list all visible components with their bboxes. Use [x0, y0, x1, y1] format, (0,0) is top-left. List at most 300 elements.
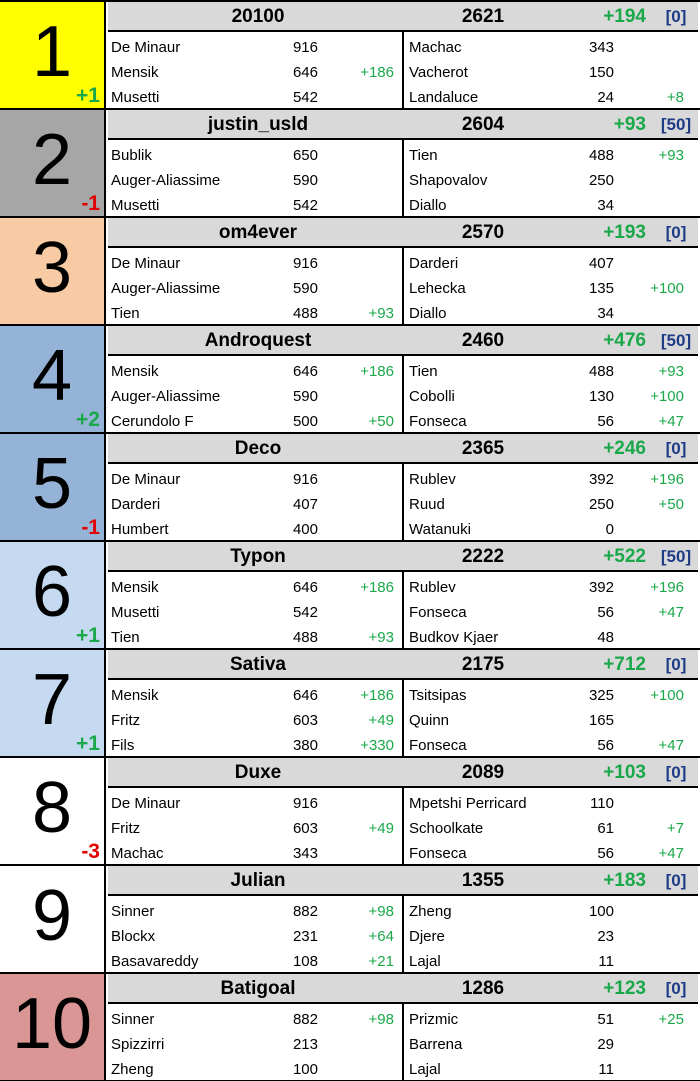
entry-header	[108, 650, 698, 680]
player-gain: +196	[650, 471, 684, 488]
player-points: 392	[588, 471, 614, 488]
player-points: 110	[590, 795, 614, 812]
player-name: Tsitsipas	[409, 687, 467, 704]
player-name: Musetti	[111, 197, 160, 214]
player-name: Diallo	[409, 305, 447, 322]
player-column-left	[108, 680, 404, 756]
player-points: 100	[588, 903, 614, 920]
rank-cell	[0, 650, 106, 756]
team-gain: +522	[603, 546, 646, 567]
player-points: 48	[597, 629, 614, 646]
player-gain: +49	[368, 712, 394, 729]
player-row	[108, 625, 402, 650]
rank-change: +2	[76, 408, 100, 431]
player-points: 488	[292, 305, 318, 322]
player-column-left	[108, 140, 404, 216]
player-points: 500	[292, 413, 318, 430]
player-points: 343	[588, 39, 614, 56]
player-name: Spizzirri	[111, 1036, 165, 1053]
player-row	[108, 276, 402, 301]
player-name: Musetti	[111, 604, 160, 621]
player-gain: +64	[368, 928, 394, 945]
player-points: 11	[598, 1061, 614, 1078]
player-row	[108, 85, 402, 110]
player-column-left	[108, 788, 404, 864]
player-gain: +47	[658, 845, 684, 862]
player-row	[406, 492, 698, 517]
player-points: 488	[588, 363, 614, 380]
rank-change: -1	[81, 192, 100, 215]
player-points: 916	[292, 255, 318, 272]
player-name: Mensik	[111, 64, 159, 81]
leaderboard-entry	[0, 650, 700, 758]
rank-number: 7	[31, 660, 73, 740]
rank-cell	[0, 866, 106, 972]
team-name: Typon	[230, 546, 286, 567]
player-gain: +93	[368, 305, 394, 322]
player-row	[406, 575, 698, 600]
player-name: Sinner	[111, 1011, 155, 1028]
player-row	[108, 708, 402, 733]
player-gain: +100	[650, 388, 684, 405]
player-points: 916	[292, 39, 318, 56]
player-points: 100	[292, 1061, 318, 1078]
player-points: 488	[292, 629, 318, 646]
player-row	[406, 683, 698, 708]
player-gain: +100	[650, 280, 684, 297]
team-name: om4ever	[218, 222, 298, 243]
rank-cell	[0, 110, 106, 216]
player-points: 34	[597, 197, 614, 214]
player-name: Fritz	[111, 712, 141, 729]
leaderboard-entry	[0, 542, 700, 650]
team-name: 20100	[231, 6, 285, 27]
player-column-left	[108, 464, 404, 540]
player-column-left	[108, 248, 404, 324]
player-gain: +47	[658, 604, 684, 621]
team-gain: +712	[603, 654, 646, 675]
team-name: Duxe	[234, 762, 282, 783]
team-total: 2570	[461, 222, 505, 243]
player-name: Darderi	[409, 255, 459, 272]
player-row	[108, 384, 402, 409]
player-name: Diallo	[409, 197, 447, 214]
entry-header	[108, 974, 698, 1004]
player-column-right	[406, 1004, 698, 1080]
player-column-left	[108, 896, 404, 972]
team-gain: +193	[603, 222, 646, 243]
player-gain: +50	[368, 413, 394, 430]
player-gain: +8	[666, 89, 684, 106]
player-gain: +100	[650, 687, 684, 704]
player-name: Machac	[111, 845, 164, 862]
player-points: 916	[292, 795, 318, 812]
player-row	[406, 301, 698, 326]
player-name: Mensik	[111, 687, 159, 704]
player-name: Mensik	[111, 363, 159, 380]
team-gain: +246	[603, 438, 646, 459]
entry-header	[108, 218, 698, 248]
player-row	[108, 733, 402, 758]
entry-header	[108, 434, 698, 464]
player-column-left	[108, 1004, 404, 1080]
player-points: 56	[597, 413, 614, 430]
player-name: Cerundolo F	[111, 413, 194, 430]
player-points: 130	[588, 388, 614, 405]
entry-header	[108, 866, 698, 896]
player-row	[108, 1032, 402, 1057]
team-bonus: [0]	[665, 763, 687, 782]
player-name: Zheng	[409, 903, 452, 920]
player-points: 407	[588, 255, 614, 272]
player-gain: +186	[360, 579, 394, 596]
player-column-right	[406, 788, 698, 864]
player-name: Cobolli	[409, 388, 455, 405]
team-total: 2089	[461, 762, 505, 783]
rank-number: 1	[31, 12, 73, 92]
player-row	[108, 168, 402, 193]
rank-number: 5	[31, 444, 73, 524]
player-points: 542	[292, 604, 318, 621]
rank-change: -3	[81, 840, 100, 863]
player-name: De Minaur	[111, 795, 181, 812]
player-name: Tien	[111, 629, 140, 646]
team-bonus: [0]	[665, 655, 687, 674]
player-name: Musetti	[111, 89, 160, 106]
player-row	[108, 600, 402, 625]
player-points: 603	[292, 712, 318, 729]
team-bonus: [0]	[665, 439, 687, 458]
player-row	[108, 492, 402, 517]
leaderboard-entry	[0, 434, 700, 542]
player-row	[406, 600, 698, 625]
rank-number: 6	[31, 552, 73, 632]
player-points: 56	[597, 604, 614, 621]
player-row	[108, 575, 402, 600]
player-name: Sinner	[111, 903, 155, 920]
player-column-right	[406, 248, 698, 324]
rank-change: +1	[76, 84, 100, 107]
player-points: 56	[597, 845, 614, 862]
team-total: 2175	[461, 654, 505, 675]
team-bonus: [50]	[660, 331, 692, 350]
player-column-right	[406, 464, 698, 540]
player-points: 325	[588, 687, 614, 704]
player-column-right	[406, 140, 698, 216]
team-total: 2604	[461, 114, 505, 135]
player-name: Rublev	[409, 471, 456, 488]
player-column-right	[406, 356, 698, 432]
player-name: Humbert	[111, 521, 169, 538]
team-bonus: [50]	[660, 115, 692, 134]
player-row	[406, 168, 698, 193]
player-row	[406, 1057, 698, 1081]
player-column-right	[406, 896, 698, 972]
player-points: 231	[292, 928, 318, 945]
player-name: Shapovalov	[409, 172, 488, 189]
player-points: 590	[292, 280, 318, 297]
player-points: 590	[292, 388, 318, 405]
player-name: Lajal	[409, 953, 441, 970]
player-row	[406, 1032, 698, 1057]
rank-change: -1	[81, 516, 100, 539]
player-row	[406, 1007, 698, 1032]
leaderboard-entry	[0, 326, 700, 434]
player-gain: +25	[658, 1011, 684, 1028]
player-name: Quinn	[409, 712, 450, 729]
player-row	[108, 60, 402, 85]
player-points: 380	[292, 737, 318, 754]
player-gain: +7	[666, 820, 684, 837]
player-name: Fritz	[111, 820, 141, 837]
player-gain: +50	[658, 496, 684, 513]
player-row	[108, 841, 402, 866]
player-gain: +186	[360, 687, 394, 704]
player-points: 56	[597, 737, 614, 754]
player-gain: +98	[368, 903, 394, 920]
entry-header	[108, 326, 698, 356]
player-row	[406, 841, 698, 866]
player-column-right	[406, 32, 698, 108]
player-name: Auger-Aliassime	[111, 172, 221, 189]
player-gain: +196	[650, 579, 684, 596]
player-points: 488	[588, 147, 614, 164]
player-points: 646	[292, 363, 318, 380]
player-points: 542	[292, 89, 318, 106]
leaderboard-entry	[0, 974, 700, 1081]
player-row	[406, 625, 698, 650]
player-name: De Minaur	[111, 471, 181, 488]
player-points: 407	[292, 496, 318, 513]
player-row	[108, 816, 402, 841]
player-name: Mensik	[111, 579, 159, 596]
player-gain: +21	[368, 953, 394, 970]
player-gain: +93	[368, 629, 394, 646]
player-row	[406, 708, 698, 733]
team-bonus: [50]	[660, 547, 692, 566]
leaderboard-entry	[0, 110, 700, 218]
player-name: Tien	[111, 305, 140, 322]
team-total: 2460	[461, 330, 505, 351]
player-row	[406, 276, 698, 301]
team-total: 2365	[461, 438, 505, 459]
rank-change: +1	[76, 624, 100, 647]
entry-header	[108, 758, 698, 788]
player-points: 250	[588, 496, 614, 513]
team-bonus: [0]	[665, 979, 687, 998]
player-name: Watanuki	[409, 521, 471, 538]
player-name: Rublev	[409, 579, 456, 596]
rank-cell	[0, 542, 106, 648]
team-gain: +194	[603, 6, 646, 27]
player-name: Landaluce	[409, 89, 479, 106]
player-points: 646	[292, 64, 318, 81]
player-name: Djere	[409, 928, 445, 945]
team-total: 1286	[461, 978, 505, 999]
player-name: Blockx	[111, 928, 156, 945]
player-name: Tien	[409, 147, 438, 164]
player-points: 916	[292, 471, 318, 488]
leaderboard-entry	[0, 866, 700, 974]
player-points: 213	[292, 1036, 318, 1053]
player-points: 29	[597, 1036, 614, 1053]
player-points: 0	[605, 521, 614, 538]
player-row	[108, 791, 402, 816]
rank-change: +1	[76, 732, 100, 755]
player-name: Fonseca	[409, 845, 467, 862]
player-row	[108, 143, 402, 168]
team-name: Julian	[230, 870, 286, 891]
player-name: Bublik	[111, 147, 152, 164]
rank-number: 4	[31, 336, 73, 416]
team-gain: +183	[603, 870, 646, 891]
player-row	[406, 85, 698, 110]
player-row	[108, 467, 402, 492]
team-bonus: [0]	[665, 871, 687, 890]
player-gain: +47	[658, 737, 684, 754]
team-gain: +476	[603, 330, 646, 351]
player-points: 61	[597, 820, 614, 837]
team-total: 2621	[461, 6, 505, 27]
player-row	[108, 193, 402, 218]
player-column-right	[406, 572, 698, 648]
player-column-left	[108, 32, 404, 108]
player-name: De Minaur	[111, 255, 181, 272]
rank-cell	[0, 758, 106, 864]
player-name: Tien	[409, 363, 438, 380]
player-points: 650	[292, 147, 318, 164]
player-column-left	[108, 572, 404, 648]
player-row	[406, 467, 698, 492]
player-row	[406, 384, 698, 409]
player-gain: +49	[368, 820, 394, 837]
player-row	[406, 816, 698, 841]
entry-header	[108, 2, 698, 32]
player-gain: +93	[658, 363, 684, 380]
player-name: Lehecka	[409, 280, 466, 297]
rank-number: 3	[31, 228, 73, 308]
team-name: Batigoal	[220, 978, 296, 999]
player-name: Basavareddy	[111, 953, 199, 970]
leaderboard-entry	[0, 2, 700, 110]
player-row	[108, 517, 402, 542]
player-points: 882	[292, 1011, 318, 1028]
player-row	[108, 924, 402, 949]
player-row	[406, 733, 698, 758]
player-name: Ruud	[409, 496, 445, 513]
rank-cell	[0, 2, 106, 108]
player-points: 24	[597, 89, 614, 106]
player-row	[108, 1007, 402, 1032]
player-row	[108, 1057, 402, 1081]
player-row	[406, 251, 698, 276]
player-row	[108, 899, 402, 924]
player-row	[108, 35, 402, 60]
player-row	[406, 60, 698, 85]
player-points: 150	[588, 64, 614, 81]
player-name: Zheng	[111, 1061, 154, 1078]
player-name: De Minaur	[111, 39, 181, 56]
player-points: 343	[292, 845, 318, 862]
team-name: justin_usld	[207, 114, 309, 135]
player-name: Budkov Kjaer	[409, 629, 499, 646]
leaderboard-entry	[0, 218, 700, 326]
player-row	[406, 193, 698, 218]
player-name: Fonseca	[409, 604, 467, 621]
player-gain: +186	[360, 363, 394, 380]
player-points: 34	[597, 305, 614, 322]
team-name: Deco	[234, 438, 282, 459]
player-name: Darderi	[111, 496, 161, 513]
player-points: 51	[597, 1011, 614, 1028]
player-points: 646	[292, 687, 318, 704]
player-row	[108, 949, 402, 974]
player-name: Fonseca	[409, 737, 467, 754]
player-row	[406, 143, 698, 168]
player-points: 590	[292, 172, 318, 189]
player-name: Mpetshi Perricard	[409, 795, 527, 812]
rank-cell	[0, 326, 106, 432]
player-gain: +330	[360, 737, 394, 754]
player-row	[108, 409, 402, 434]
player-name: Lajal	[409, 1061, 441, 1078]
player-points: 603	[292, 820, 318, 837]
team-name: Androquest	[204, 330, 312, 351]
player-row	[406, 899, 698, 924]
player-points: 646	[292, 579, 318, 596]
player-row	[406, 791, 698, 816]
player-name: Machac	[409, 39, 462, 56]
player-points: 882	[292, 903, 318, 920]
rank-number: 10	[11, 984, 93, 1064]
player-points: 108	[292, 953, 318, 970]
rank-number: 2	[31, 120, 73, 200]
player-points: 135	[588, 280, 614, 297]
player-row	[108, 301, 402, 326]
player-gain: +47	[658, 413, 684, 430]
player-row	[406, 409, 698, 434]
player-row	[406, 35, 698, 60]
player-points: 542	[292, 197, 318, 214]
player-points: 250	[588, 172, 614, 189]
player-points: 165	[588, 712, 614, 729]
player-name: Schoolkate	[409, 820, 484, 837]
player-points: 392	[588, 579, 614, 596]
player-points: 11	[598, 953, 614, 970]
player-row	[108, 251, 402, 276]
team-total: 2222	[461, 546, 505, 567]
rank-cell	[0, 218, 106, 324]
rank-cell	[0, 974, 106, 1080]
player-name: Fonseca	[409, 413, 467, 430]
team-gain: +103	[603, 762, 646, 783]
player-row	[108, 683, 402, 708]
player-name: Auger-Aliassime	[111, 280, 221, 297]
player-column-left	[108, 356, 404, 432]
team-name: Sativa	[230, 654, 286, 675]
team-total: 1355	[461, 870, 505, 891]
player-gain: +93	[658, 147, 684, 164]
player-gain: +98	[368, 1011, 394, 1028]
player-row	[406, 517, 698, 542]
player-name: Vacherot	[409, 64, 468, 81]
player-name: Barrena	[409, 1036, 463, 1053]
player-gain: +186	[360, 64, 394, 81]
player-row	[108, 359, 402, 384]
rank-number: 8	[31, 768, 73, 848]
rank-number: 9	[31, 876, 73, 956]
team-bonus: [0]	[665, 7, 687, 26]
